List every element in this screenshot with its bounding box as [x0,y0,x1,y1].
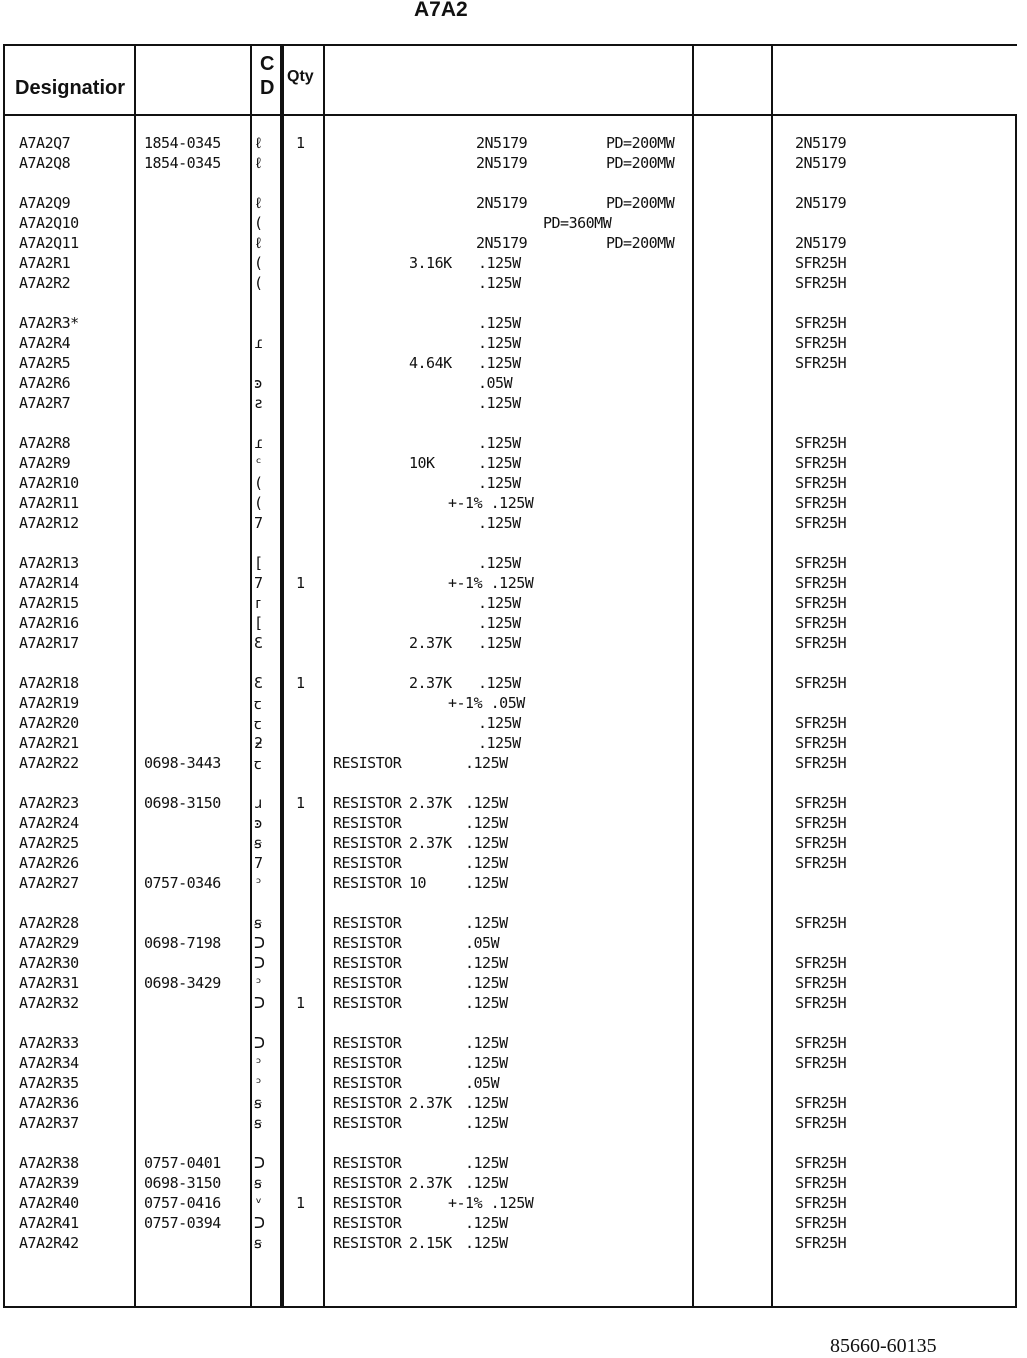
cell-pow: .05W [478,374,513,392]
cell-pow: .125W [478,354,521,372]
cell-pow: +-1% .125W [448,574,534,592]
cell-cd: ɹ [254,794,263,812]
cell-part: 0757-0416 [144,1194,221,1212]
table-row [3,314,1017,334]
table-row [3,854,1017,874]
cell-pow: .125W [478,514,521,532]
table-row [3,994,1017,1014]
cell-cd: Ɛ [254,674,263,692]
cell-val: 4.64K [409,354,452,372]
cell-pow: .125W [478,714,521,732]
cell-pow: .125W [465,1114,508,1132]
cell-des: A7A2R42 [19,1234,79,1252]
cell-pow: .125W [465,1034,508,1052]
table-row [3,214,1017,234]
cell-cd: ᵓ [254,1074,263,1092]
table-row [3,1234,1017,1254]
cell-mfr: SFR25H [795,974,847,992]
cell-cd: Ɛ [254,634,263,652]
cell-des: A7A2Q9 [19,194,71,212]
cell-desc: RESISTOR [333,1094,402,1112]
table-row [3,814,1017,834]
table-row [3,1154,1017,1174]
cell-des: A7A2R7 [19,394,71,412]
table-row [3,754,1017,774]
cell-val: 2.37K [409,794,452,812]
cell-desc: RESISTOR [333,874,402,892]
cell-mfr: SFR25H [795,1154,847,1172]
cell-mfr: SFR25H [795,1054,847,1072]
cell-pow: .125W [465,1154,508,1172]
cell-des: A7A2R24 [19,814,79,832]
cell-mfr: SFR25H [795,1114,847,1132]
cell-val: 2N5179 [476,194,528,212]
cell-des: A7A2R25 [19,834,79,852]
cell-des: A7A2R23 [19,794,79,812]
cell-cd: ꞩ [254,1094,262,1112]
qty-header: Qty [287,68,314,85]
cell-mfr: SFR25H [795,994,847,1012]
cell-des: A7A2R4 [19,334,71,352]
cell-part: 0757-0394 [144,1214,221,1232]
cell-des: A7A2R35 [19,1074,79,1092]
cell-cd: 7 [254,854,263,872]
table-row [3,334,1017,354]
cell-desc: RESISTOR [333,1154,402,1172]
cell-cd: ᑐ [254,934,265,952]
cell-pow: .125W [465,1054,508,1072]
cell-val: 2N5179 [476,234,528,252]
cell-val: 10K [409,454,435,472]
cell-desc: RESISTOR [333,1114,402,1132]
table-row [3,614,1017,634]
cell-cd: ƨ [254,394,263,412]
cell-des: A7A2R28 [19,914,79,932]
cell-des: A7A2R2 [19,274,71,292]
cell-des: A7A2R20 [19,714,79,732]
cell-mfr: 2N5179 [795,154,847,172]
cell-mfr: SFR25H [795,474,847,492]
cell-desc: RESISTOR [333,1074,402,1092]
cell-des: A7A2R12 [19,514,79,532]
cell-mfr: SFR25H [795,614,847,632]
cell-desc: RESISTOR [333,994,402,1012]
cell-mfr: SFR25H [795,714,847,732]
cell-des: A7A2R8 [19,434,71,452]
cell-pow: .05W [465,1074,500,1092]
cell-des: A7A2R39 [19,1174,79,1192]
cell-pow: .125W [465,834,508,852]
cell-pow: .125W [478,254,521,272]
cell-desc: RESISTOR [333,794,402,812]
table-row [3,1074,1017,1094]
cell-mfr: SFR25H [795,454,847,472]
cell-qty: 1 [296,794,305,812]
table-row [3,394,1017,414]
cell-pow: .125W [465,974,508,992]
table-row [3,234,1017,254]
cell-mfr: SFR25H [795,434,847,452]
cell-mfr: SFR25H [795,834,847,852]
table-border-bottom [3,1306,1017,1308]
cell-des: A7A2R5 [19,354,71,372]
cell-cd: ᑐ [254,1154,265,1172]
cell-pow: .125W [465,854,508,872]
cell-qty: 1 [296,674,305,692]
cell-cd: ꞩ [254,914,262,932]
cell-cd: ℓ [254,194,263,212]
cell-cd: ᶜ [254,454,263,472]
cell-mfr: SFR25H [795,674,847,692]
cell-des: A7A2Q10 [19,214,79,232]
table-row [3,274,1017,294]
cell-pow: .125W [465,814,508,832]
table-row [3,1054,1017,1074]
cell-des: A7A2R36 [19,1094,79,1112]
cell-part: 1854-0345 [144,134,221,152]
cell-desc: RESISTOR [333,1194,402,1212]
cell-pow: PD=360MW [543,214,612,232]
cell-mfr: SFR25H [795,814,847,832]
cell-desc: RESISTOR [333,834,402,852]
cell-pow: PD=200MW [606,154,675,172]
cell-des: A7A2R33 [19,1034,79,1052]
cell-pow: PD=200MW [606,234,675,252]
cell-cd: ( [254,254,263,272]
cell-mfr: SFR25H [795,1094,847,1112]
table-row [3,1114,1017,1134]
table-row [3,454,1017,474]
cell-mfr: SFR25H [795,854,847,872]
cell-val: 2.37K [409,1094,452,1112]
cell-des: A7A2R18 [19,674,79,692]
cell-val: 2.37K [409,834,452,852]
cell-pow: .125W [465,1214,508,1232]
cell-cd: ꞩ [254,1114,262,1132]
table-row [3,1174,1017,1194]
cell-des: A7A2R37 [19,1114,79,1132]
cell-mfr: 2N5179 [795,134,847,152]
cell-des: A7A2R6 [19,374,71,392]
cell-des: A7A2R38 [19,1154,79,1172]
table-row [3,694,1017,714]
table-row [3,914,1017,934]
document-number: 85660-60135 [830,1335,937,1357]
table-row [3,834,1017,854]
cell-des: A7A2R27 [19,874,79,892]
cell-part: 0698-3150 [144,1174,221,1192]
parts-table [3,44,1017,1308]
table-row [3,714,1017,734]
cell-mfr: SFR25H [795,314,847,332]
cell-cd: ᴦ [254,594,263,612]
cell-cd: ᑐ [254,954,265,972]
cell-cd: ᑐ [254,994,265,1012]
table-row [3,954,1017,974]
cell-val: 2.37K [409,674,452,692]
cell-mfr: SFR25H [795,1214,847,1232]
cell-qty: 1 [296,574,305,592]
page-title: A7A2 [414,0,468,21]
cell-mfr: SFR25H [795,574,847,592]
cell-desc: RESISTOR [333,754,402,772]
cell-cd: ᑐ [254,1034,265,1052]
cell-cd: ɾ [254,434,263,452]
cell-pow: .125W [465,1094,508,1112]
cell-cd: ᑐ [254,1214,265,1232]
table-row [3,1094,1017,1114]
cell-pow: +-1% .125W [448,1194,534,1212]
cell-desc: RESISTOR [333,814,402,832]
cell-pow: .125W [478,634,521,652]
table-row [3,554,1017,574]
designation-header: Designatior [15,77,126,99]
cell-cd: ᵓ [254,874,263,892]
cell-pow: .125W [478,594,521,612]
cell-mfr: SFR25H [795,554,847,572]
cell-pow: .125W [478,434,521,452]
cell-pow: PD=200MW [606,134,675,152]
cell-cd: ( [254,274,263,292]
cell-pow: PD=200MW [606,194,675,212]
cell-des: A7A2Q11 [19,234,79,252]
cell-val: 2N5179 [476,134,528,152]
cell-des: A7A2R3* [19,314,79,332]
cell-val: 2.37K [409,634,452,652]
cell-cd: ᵛ [254,1194,263,1212]
cell-mfr: SFR25H [795,1034,847,1052]
table-row [3,1214,1017,1234]
cell-qty: 1 [296,1194,305,1212]
cell-mfr: 2N5179 [795,194,847,212]
cell-desc: RESISTOR [333,1034,402,1052]
cell-part: 0698-3429 [144,974,221,992]
cell-pow: .125W [465,1234,508,1252]
cell-val: 2.37K [409,1174,452,1192]
cell-pow: .125W [478,314,521,332]
cell-des: A7A2Q8 [19,154,71,172]
cd-header-top: C [260,53,275,75]
cell-pow: .125W [465,954,508,972]
table-row [3,1194,1017,1214]
cell-cd: ℓ [254,154,263,172]
cell-mfr: SFR25H [795,1234,847,1252]
cell-des: A7A2R11 [19,494,79,512]
cell-qty: 1 [296,994,305,1012]
cell-part: 1854-0345 [144,154,221,172]
table-row [3,634,1017,654]
cell-pow: .125W [478,474,521,492]
cell-des: A7A2R19 [19,694,79,712]
table-border-top [3,44,1017,46]
cell-mfr: SFR25H [795,914,847,932]
cell-desc: RESISTOR [333,934,402,952]
table-row [3,354,1017,374]
cell-pow: .125W [478,394,521,412]
cell-cd: ƻ [254,734,263,752]
cell-pow: .125W [465,754,508,772]
cell-pow: .125W [465,874,508,892]
cell-cd: ᵓ [254,974,263,992]
cell-des: A7A2R26 [19,854,79,872]
table-row [3,734,1017,754]
cell-cd: ( [254,474,263,492]
cell-mfr: SFR25H [795,734,847,752]
cell-part: 0698-3443 [144,754,221,772]
cell-desc: RESISTOR [333,1174,402,1192]
table-row [3,154,1017,174]
cell-val: 2.15K [409,1234,452,1252]
cell-des: A7A2R10 [19,474,79,492]
cell-mfr: SFR25H [795,954,847,972]
cell-mfr: SFR25H [795,494,847,512]
cell-cd: ꞇ [254,695,261,713]
table-row [3,494,1017,514]
cell-cd: ꞇ [254,715,261,733]
cell-des: A7A2R29 [19,934,79,952]
cell-mfr: SFR25H [795,634,847,652]
cell-pow: .125W [478,614,521,632]
table-row [3,794,1017,814]
table-row [3,934,1017,954]
cell-part: 0757-0401 [144,1154,221,1172]
cell-part: 0698-3150 [144,794,221,812]
cell-mfr: SFR25H [795,354,847,372]
cell-mfr: SFR25H [795,1194,847,1212]
cell-pow: .125W [478,274,521,292]
cell-des: A7A2R34 [19,1054,79,1072]
cell-mfr: SFR25H [795,1174,847,1192]
cell-val: 2N5179 [476,154,528,172]
cell-pow: .125W [478,454,521,472]
cell-mfr: 2N5179 [795,234,847,252]
cell-pow: .125W [465,794,508,812]
cell-part: 0757-0346 [144,874,221,892]
cell-des: A7A2R22 [19,754,79,772]
cell-cd: ꞩ [254,834,262,852]
cell-desc: RESISTOR [333,1054,402,1072]
cell-cd: ᵓ [254,1054,263,1072]
cell-des: A7A2Q7 [19,134,71,152]
cell-des: A7A2R15 [19,594,79,612]
cell-pow: .125W [478,734,521,752]
cell-desc: RESISTOR [333,1214,402,1232]
cell-des: A7A2R40 [19,1194,79,1212]
cell-pow: +-1% .05W [448,694,525,712]
cell-des: A7A2R14 [19,574,79,592]
cell-pow: .125W [465,914,508,932]
cell-mfr: SFR25H [795,754,847,772]
table-row [3,594,1017,614]
cell-des: A7A2R17 [19,634,79,652]
cell-cd: [ [254,554,263,572]
cell-val: 10 [409,874,427,892]
cell-des: A7A2R32 [19,994,79,1012]
cell-des: A7A2R21 [19,734,79,752]
cell-pow: .125W [465,1174,508,1192]
cell-cd: ꜿ [254,814,262,832]
cell-pow: .125W [465,994,508,1012]
cell-pow: .125W [478,554,521,572]
table-row [3,194,1017,214]
table-row [3,874,1017,894]
cell-mfr: SFR25H [795,514,847,532]
cell-des: A7A2R9 [19,454,71,472]
cell-cd: ℓ [254,134,263,152]
cell-val: 3.16K [409,254,452,272]
table-row [3,1034,1017,1054]
cell-desc: RESISTOR [333,974,402,992]
cell-cd: ꜿ [254,374,262,392]
cell-des: A7A2R31 [19,974,79,992]
cell-des: A7A2R13 [19,554,79,572]
table-row [3,254,1017,274]
cell-part: 0698-7198 [144,934,221,952]
cell-desc: RESISTOR [333,914,402,932]
table-row [3,134,1017,154]
cell-des: A7A2R1 [19,254,71,272]
cell-cd: ℓ [254,234,263,252]
cell-cd: [ [254,614,263,632]
table-row [3,674,1017,694]
cell-mfr: SFR25H [795,254,847,272]
table-row [3,574,1017,594]
header-divider [3,114,1017,116]
cell-cd: ɾ [254,334,263,352]
table-row [3,434,1017,454]
cell-desc: RESISTOR [333,954,402,972]
cell-des: A7A2R16 [19,614,79,632]
cell-desc: RESISTOR [333,854,402,872]
table-row [3,514,1017,534]
cell-mfr: SFR25H [795,334,847,352]
cell-pow: .05W [465,934,500,952]
cell-cd: ( [254,214,263,232]
cell-cd: ( [254,494,263,512]
cell-des: A7A2R30 [19,954,79,972]
cell-cd: ꞩ [254,1234,262,1252]
table-row [3,474,1017,494]
cd-header-bottom: D [260,77,275,99]
cell-qty: 1 [296,134,305,152]
cell-pow: .125W [478,334,521,352]
cell-pow: +-1% .125W [448,494,534,512]
cell-mfr: SFR25H [795,274,847,292]
table-row [3,974,1017,994]
cell-pow: .125W [478,674,521,692]
cell-cd: 7 [254,574,263,592]
cell-desc: RESISTOR [333,1234,402,1252]
cell-des: A7A2R41 [19,1214,79,1232]
table-row [3,374,1017,394]
cell-mfr: SFR25H [795,594,847,612]
cell-cd: 7 [254,514,263,532]
cell-cd: ꞩ [254,1174,262,1192]
cell-mfr: SFR25H [795,794,847,812]
cell-cd: ꞇ [254,755,261,773]
